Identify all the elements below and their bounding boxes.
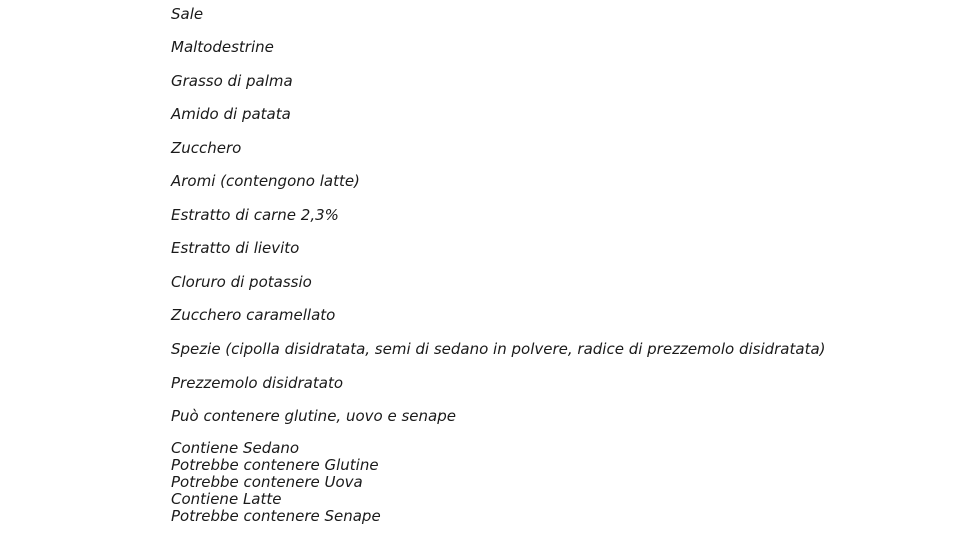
allergen-line: Contiene Latte: [171, 490, 282, 508]
ingredient-sugar: Zucchero: [171, 139, 242, 157]
ingredient-dried-parsley: Prezzemolo disidratato: [171, 374, 344, 392]
allergen-line: Potrebbe contenere Senape: [171, 507, 381, 525]
ingredient-caramelized-sugar: Zucchero caramellato: [171, 306, 336, 324]
ingredient-flavourings: Aromi (contengono latte): [171, 172, 360, 190]
ingredient-spices: Spezie (cipolla disidratata, semi di sedano in polvere, radice di prezzemolo disidratata): [171, 340, 826, 358]
ingredient-yeast-extract: Estratto di lievito: [171, 239, 300, 257]
allergen-line: Potrebbe contenere Glutine: [171, 456, 379, 474]
ingredient-palm-fat: Grasso di palma: [171, 72, 293, 90]
ingredient-may-contain: Può contenere glutine, uovo e senape: [171, 407, 456, 425]
ingredient-meat-extract: Estratto di carne 2,3%: [171, 206, 339, 224]
allergens-block: [171, 440, 381, 525]
allergen-line: Contiene Sedano: [171, 439, 300, 457]
allergen-line: Potrebbe contenere Uova: [171, 473, 363, 491]
ingredient-salt: Sale: [171, 5, 204, 23]
ingredient-maltodextrin: Maltodestrine: [171, 38, 274, 56]
ingredient-potassium-chloride: Cloruro di potassio: [171, 273, 312, 291]
ingredient-potato-starch: Amido di patata: [171, 105, 291, 123]
